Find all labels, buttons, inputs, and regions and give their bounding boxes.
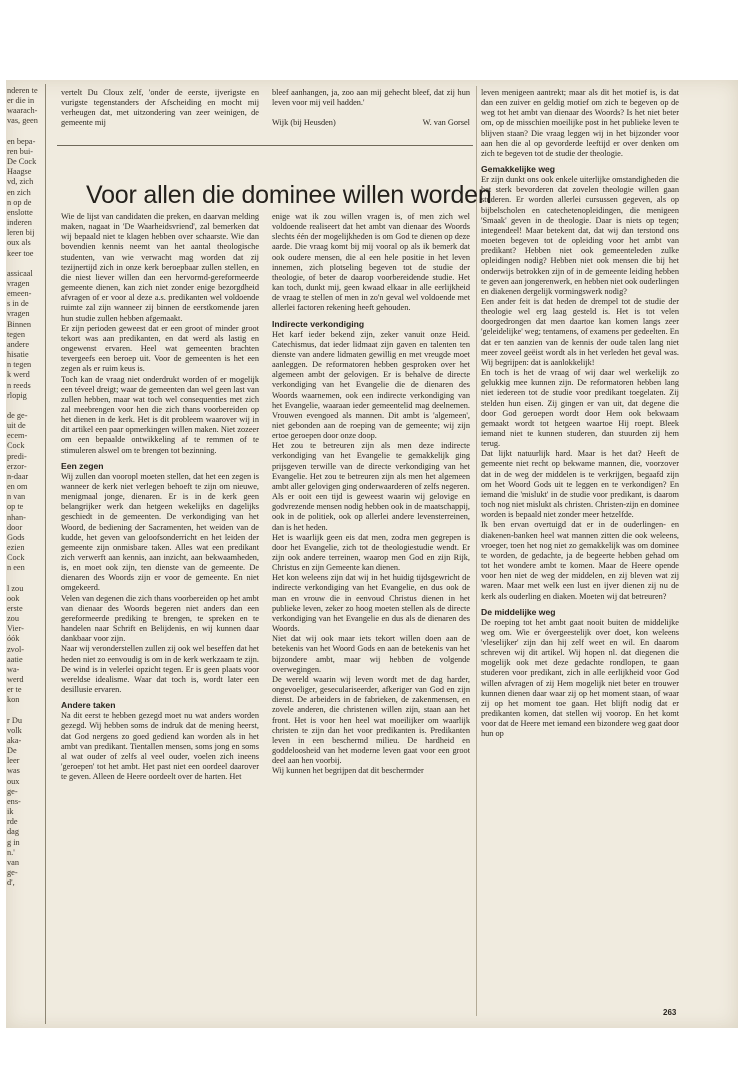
paragraph: enige wat ik zou willen vragen is, of men zich wel voldoende realiseert dat het ambt van dienaar des Woords slechts één der mogelijkheden is om God te dienen op deze aarde. Die vraag komt bij mij vooral op als ik bemerk dat ook oudere mensen, die al een hele positie in het leven innemen, zich plotseling begeven tot de studie der theologie, of beter de daarop voorbereidende studie. Het kan toch, dunkt mij, geen kwaad elkaar in alle eerlijkheid de vraag te stellen of men in zo'n geval wel voldoende met allerlei factoren rekening heeft gehouden. <box>272 212 470 313</box>
fragment-line: hisatie <box>7 350 29 360</box>
article-column-2 <box>272 212 470 1012</box>
fragment-line: g in <box>7 837 20 847</box>
fragment-line: door <box>7 522 23 532</box>
paragraph: Dat lijkt natuurlijk hard. Maar is het dat? Heeft de gemeente niet recht op bekwame mannen, die, voorzover dat in de weg der middelen is te verkrijgen, begaafd zijn om het Woord Gods uit te leggen en te verkondigen? En iemand die 'mislukt' in de studie voor predikant, is daarom toch nog niet mislukt als christen. Christen-zijn en dominee worden is bepaald niet zonder meer hetzelfde. <box>481 449 679 520</box>
fragment-line: ook <box>7 593 20 603</box>
fragment-line: werd <box>7 675 24 685</box>
article-headline: Voor allen die dominee willen worden <box>86 181 492 209</box>
fragment-line: n reeds <box>7 380 31 390</box>
paragraph: Wie de lijst van candidaten die preken, en daarvan melding maken, nagaat in 'De Waarheidsvriend', zal bemerken dat wij bepaald niet te klagen hebben over schaarste. Wie dan bovendien kennis neemt van het aantal theologische studenten, van wie verwacht mag worden dat zij tezijnertijd zich in onze kerk beroepbaar zullen stellen, en die niest liever willen dan een hervormd-gereformeerde gemeente dienen, kan zich niet zonder enige bezorgdheid afvragen of er voor al deze a.s. predikanten wel voldoende ruimte zal zijn wanneer zij binnen de eerstkomende jaren hun studie zullen hebben afgemaakt. <box>61 212 259 323</box>
fragment-line: ren bui- <box>7 146 34 156</box>
fragment-line: tegen <box>7 329 25 339</box>
fragment-line: l zou <box>7 583 24 593</box>
fragment-line <box>7 401 40 411</box>
fragment-line: d', <box>7 878 15 888</box>
fragment-line: wa- <box>7 664 20 674</box>
previous-article-continuation <box>61 88 259 129</box>
signoff-place: Wijk (bij Heusden) <box>272 118 336 128</box>
fragment-line: n op de <box>7 197 32 207</box>
fragment-line: erzor- <box>7 461 27 471</box>
fragment-line: Haagse <box>7 167 32 177</box>
paragraph: De wereld waarin wij leven wordt met de dag harder, ongevoeliger, geseculariseerder, afkeriger van God en zijn dienst. De arbeiders in de fabrieken, de zakenmensen, en zovele anderen, die christenen willen zijn, staan aan het front. Het is voor hen heel wat moeilijker om waarlijk christen te zijn dan het voor predikanten is. Predikanten leven in een beschermd milieu. De hardheid en goddeloosheid van het moderne leven gaat voor een groot deel aan hen voorbij. <box>272 674 470 766</box>
paragraph: De roeping tot het ambt gaat nooit buiten de middelijke weg om. Wie er óvergeestelijk over doet, kon weleens 'vleselijker' zijn dan hij zelf weet en wil. En daarom schreven wij dit artikel. Wij hopen nl. dat diegenen die mogelijk ook met deze gedachte rondlopen, te gaan studeren voor predikant, zich in alle eerlijkheid voor God willen afvragen of zij Hem mogelijk niet beter en trouwer kunnen dienen daar waar zij op het moment staan, of waar zij op het moment toe gaan. Het blijft nodig dat er predikanten komen, dat stellen wij voorop. En het komt voor dat de Heere met iemand een bizondere weg gaat door hun op <box>481 617 679 739</box>
paragraph: Er zijn dunkt ons ook enkele uiterlijke omstandigheden die het sterk bevorderen dat zovelen theologie willen gaan studeren. Er worden allerlei cursussen gegeven, als op bijbelscholen en catechetenopleidingen, die menigeen 'Smaak' geven in de theologie. Daar is niets op tegen; integendeel! Maar betekent dat, dat wij dan terstond ons moeten begeven tot de opleiding voor het ambt van predikant? Hebben niet ook gemeenteleden zulke opleidingen nodig? Hebben niet ook mensen die bij het onderwijs betrokken zijn of in de gemeente leiding hebben te geven aan jongerenwerk, en hebben niet ook ouderlingen en diakenen dergelijk vormingswerk nodig? <box>481 175 679 296</box>
fragment-line: was <box>7 766 20 776</box>
section-subheading: Andere taken <box>61 700 116 711</box>
article-column-3 <box>481 88 679 1013</box>
fragment-line: volk <box>7 725 22 735</box>
fragment-line: erste <box>7 603 23 613</box>
fragment-line: n.' <box>7 847 15 857</box>
paragraph: Het karf ieder bekend zijn, zeker vanuit onze Heid. Catechismus, dat ieder lidmaat zijn gaven en talenten ten dienste van andere lidmaten gewillig en met vreugde moet aanleggen. De reformatoren hebben gesproken over het algemeen ambt der gelovigen. Er is behalve de directe verkondiging van het Evangelie die de dienaren des Woords waarnemen, ook een indirecte verkondiging van het Evangelie, waaraan ieder gemeentelid mag deelnemen. Vrouwen evengoed als mannen. Dit ambt is 'algemeen', niet gebonden aan de roeping van de gemeente; wij zijn ertoe geroepen door onze doop. <box>272 329 470 441</box>
article-signoff <box>272 118 470 128</box>
fragment-line: vragen <box>7 309 30 319</box>
paragraph: Velen van degenen die zich thans voorbereiden op het ambt van dienaar des Woords begeren niet anders dan een gereformeerde prediking te brengen, te spreken en te handelen naar Schrift en Belijdenis, en wij kunnen daar dankbaar voor zijn. <box>61 593 259 644</box>
fragment-line: r Du <box>7 715 22 725</box>
fragment-line <box>7 259 40 269</box>
page-number: 263 <box>663 1008 677 1017</box>
fragment-line: Binnen <box>7 319 31 329</box>
fragment-line: vas, geen <box>7 116 38 126</box>
paragraph: Niet dat wij ook maar iets tekort willen doen aan de betekenis van het Woord Gods en aan de betekenis van het bijzondere ambt, maar wij hebben de volgende overwegingen. <box>272 634 470 674</box>
section-divider <box>57 145 473 146</box>
fragment-line: van <box>7 857 19 867</box>
continuation-text: bleef aanhangen, ja, zoo aan mij gehecht bleef, dat zij hun leven voor mij veil hadden.' <box>272 88 470 108</box>
paragraph: Toch kan de vraag niet onderdrukt worden of er mogelijk een téveel dreigt; waar de gemeenten dan wel geen last van zullen hebben, maar wat toch wel consequenties met zich zal meebrengen voor hen die zich thans voorbereiden op het dienen in de kerk. Het is dit probleem waarover wij in dit artikel een paar opmerkingen willen maken. Niet zozeer om een bepaalde ontwikkeling af te remmen of te stimuleren alswel om te brengen tot bezinning. <box>61 374 259 455</box>
fragment-line: er te <box>7 685 22 695</box>
fragment-line: nhan- <box>7 512 26 522</box>
fragment-line: Cock <box>7 553 25 563</box>
fragment-line <box>7 574 40 584</box>
fragment-line: andere <box>7 339 30 349</box>
fragment-line: óók <box>7 634 20 644</box>
paragraph: Er zijn perioden geweest dat er een groot of minder groot tekort was aan predikanten, en dat werd als lastig en ongewenst ervaren. Heel wat gemeenten brachten tevergeefs een beroep uit. Voor de gemeenten is het een zegen als er ruim keus is. <box>61 323 259 374</box>
paragraph: Na dit eerst te hebben gezegd moet nu wat anders worden gezegd. Wij hebben soms de indruk dat de mening heerst, dat God nergens zo goed gediend kan worden als in het ambt van predikant. Tientallen mensen, soms jong en soms al wat ouder of zelfs al veel ouder, voelen zich ineens 'geroepen' tot het ambt. Het past niet een oordeel daarover te geven. Alleen de Heere oordeelt over de harten. Het <box>61 711 259 782</box>
fragment-line: assicaal <box>7 268 33 278</box>
fragment-line: de ge- <box>7 411 28 420</box>
fragment-line: Vier- <box>7 624 24 634</box>
previous-article-ending <box>272 88 470 128</box>
paragraph: Een ander feit is dat heden de drempel tot de studie der theologie wel erg laag gesteld is. Het is tot velen doorgedrongen dat men daartoe kan komen langs zeer 'geleidelijke' weg; tentamens, of examens per gedeelten. En dat er ten aanzien van de kennis der oude talen lang niet meer zoveel geëist wordt als in het verleden het geval was. Wij begrijpen: dat is aanlokkelijk! <box>481 296 679 367</box>
section-subheading: Een zegen <box>61 460 104 471</box>
paragraph: Het kon weleens zijn dat wij in het huidig tijdsgewricht de indirecte verkondiging van het Evangelie, en dus ook de man en vrouw die in eenvoud Christus dienen in het publieke leven, zeker zo hoog moeten stellen als de directe verkondiging van het Evangelie en dus als de dienaren des Woords. <box>272 573 470 634</box>
column-divider <box>476 86 477 1016</box>
fragment-line: k werd <box>7 370 30 380</box>
fragment-line: rlopig <box>7 390 27 400</box>
previous-page-fragment <box>7 86 40 888</box>
signoff-author: W. van Gorsel <box>422 118 470 128</box>
fragment-line: De Cock <box>7 157 37 167</box>
fragment-line: zou <box>7 614 19 624</box>
fragment-line: zvol- <box>7 644 25 654</box>
fragment-line: uit de <box>7 421 26 431</box>
fragment-line: en bepa- <box>7 136 36 146</box>
paragraph: leven menigeen aantrekt; maar als dit het motief is, is dat dan een zuiver en geldig motief om zich te begeven op de weg tot het ambt van dienaar des Woords? Is het niet beter om, op de misschien moeilijke post in het publieke leven te blijven staan? Die vraag leggen wij in het bijzonder voor aan hen die al op gevorderde leeftijd er over denken om zich te begeven tot de studie der theologie. <box>481 88 679 158</box>
section-subheading: Gemakkelijke weg <box>481 164 556 175</box>
fragment-line: ge- <box>7 868 18 878</box>
fragment-line: ecem- <box>7 431 28 441</box>
fragment-line: op te <box>7 502 24 512</box>
section-subheading: Indirecte verkondiging <box>272 318 365 329</box>
fragment-line: aatie <box>7 654 23 664</box>
fragment-line: ge- <box>7 786 18 796</box>
fragment-line: vd, zich <box>7 177 34 187</box>
fragment-line: waarach- <box>7 106 38 116</box>
fragment-line: en zich <box>7 187 31 197</box>
fragment-line: er die in <box>7 96 35 106</box>
fragment-line: oux als <box>7 238 31 248</box>
fragment-line <box>7 706 40 716</box>
fragment-line: Cock <box>7 441 25 451</box>
fragment-line: aka- <box>7 736 22 745</box>
fragment-line: vragen <box>7 278 30 288</box>
fragment-line: oux <box>7 776 20 786</box>
fragment-line <box>7 127 40 137</box>
fragment-line: en om <box>7 482 28 492</box>
paragraph: Wij zullen dan vooropl moeten stellen, dat het een zegen is wanneer de kerk niet verlegen behoeft te zijn om nieuwe, menigmaal jonge, dienaren. Er is in de kerk geen belangrijker werk dan hetgeen wekelijks en dagelijks geschiedt in de gemeenten. De verkondiging van het Woord, de bediening der Sacramenten, het weiden van de kudde, het geven van geloofsonderricht en het leiden der gemeente zijn onmisbare taken. Alles wat een predikant zich verwerft aan kennis, aan inzicht, aan bekwaamheden, is, en moet ook zijn, ten dienste van de gemeente. De dienaren des Woords zijn er voor de gemeente. En niet omgekeerd. <box>61 471 259 593</box>
fragment-line: n-daar <box>7 471 29 481</box>
fragment-line: ens- <box>7 796 21 806</box>
fragment-line: emeen- <box>7 289 32 299</box>
paragraph: Als er ooit een tijd is geweest waarin wij gelovige en godvrezende mensen nodig hebben ook in de maatschappij, ook in de politiek, ook op allerlei andere levensterreinen, dan is het heden. <box>272 492 470 532</box>
section-subheading: De middelijke weg <box>481 606 556 617</box>
fragment-line: ik <box>7 807 14 817</box>
paragraph: Ik ben ervan overtuigd dat er in de ouderlingen- en diakenen-banken heel wat mannen zitten die ook weleens, vroeger, toen het nog niet zo gemakkelijk was om dominee te worden, de gedachte, ja de begeerte hebben gehad om tot het wondere ambt te komen. Maar de Heere opende voor hen niet de weg der middelen, en zij bleven wat zij waren. Maar met welk een lust en ijver dienen zij nu de kerk als ouderling en diaken. Moeten wij dat betreuren? <box>481 520 679 601</box>
fragment-line: dag <box>7 827 19 837</box>
fragment-line: enslotte <box>7 207 33 217</box>
paragraph: Het is waarlijk geen eis dat men, zodra men gegrepen is door het Evangelie, zich tot de theologiestudie wendt. Er zijn ook andere terreinen, waarop men God en zijn Rijk, Christus en zijn Gemeente kan dienen. <box>272 532 470 573</box>
fragment-line: nderen te <box>7 86 38 95</box>
fragment-line: leren bij <box>7 228 35 238</box>
fragment-line: De <box>7 746 17 756</box>
continuation-text: vertelt Du Cloux zelf, 'onder de eerste, ijverigste en vurigste tegenstanders der Afscheiding en mocht mij verheugen dat, met uitzondering van zeer weinigen, de gemeente mij <box>61 88 259 128</box>
fragment-line: rde <box>7 817 18 827</box>
page-gutter <box>45 84 46 1024</box>
fragment-line: predi- <box>7 451 27 461</box>
fragment-line: n van <box>7 492 26 502</box>
fragment-line: ezien <box>7 543 25 553</box>
fragment-line: n een <box>7 563 25 573</box>
fragment-line: leer <box>7 756 20 766</box>
fragment-line: n tegen <box>7 360 32 370</box>
fragment-line: Gods <box>7 532 25 542</box>
paragraph: Wij kunnen het begrijpen dat dit beschermder <box>272 766 424 776</box>
fragment-line: kon <box>7 695 20 705</box>
paragraph: Het zou te betreuren zijn als men deze indirecte verkondiging van het Evangelie te gemakkelijk ging prijsgeven terwille van de directe verkondiging van het Evangelie. Het zou te betreuren zijn als men het algemeen ambt aller gelovigen ging onderwaarderen of zelfs negeren. <box>272 441 470 491</box>
fragment-line: keer toe <box>7 248 34 258</box>
paragraph: En toch is het de vraag of wij daar wel werkelijk zo gelukkig mee kunnen zijn. De reformatoren hebben lang niet iedereen tot de studie voor predikant toegelaten. Zij stelden hun eisen. Zij gingen er van uit, dat degene die door God geroepen wordt door Hem ook bekwaam gemaakt wordt tot hetgeen waartoe Hij roept. Bleek iemand niet te kunnen studeren, dan stuurden zij hem terug. <box>481 368 679 449</box>
paragraph: Naar wij veronderstellen zullen zij ook wel beseffen dat het heden niet zo eenvoudig is om in de kerk werkzaam te zijn. De wind is in velerlei opzicht tegen. Er is geen plaats voor wereldse idealisme. Waar dat toch is, wordt later een desillusie ervaren. <box>61 644 259 695</box>
article-column-1 <box>61 212 259 1012</box>
fragment-line: inderen <box>7 218 32 228</box>
fragment-line: s in de <box>7 299 29 309</box>
